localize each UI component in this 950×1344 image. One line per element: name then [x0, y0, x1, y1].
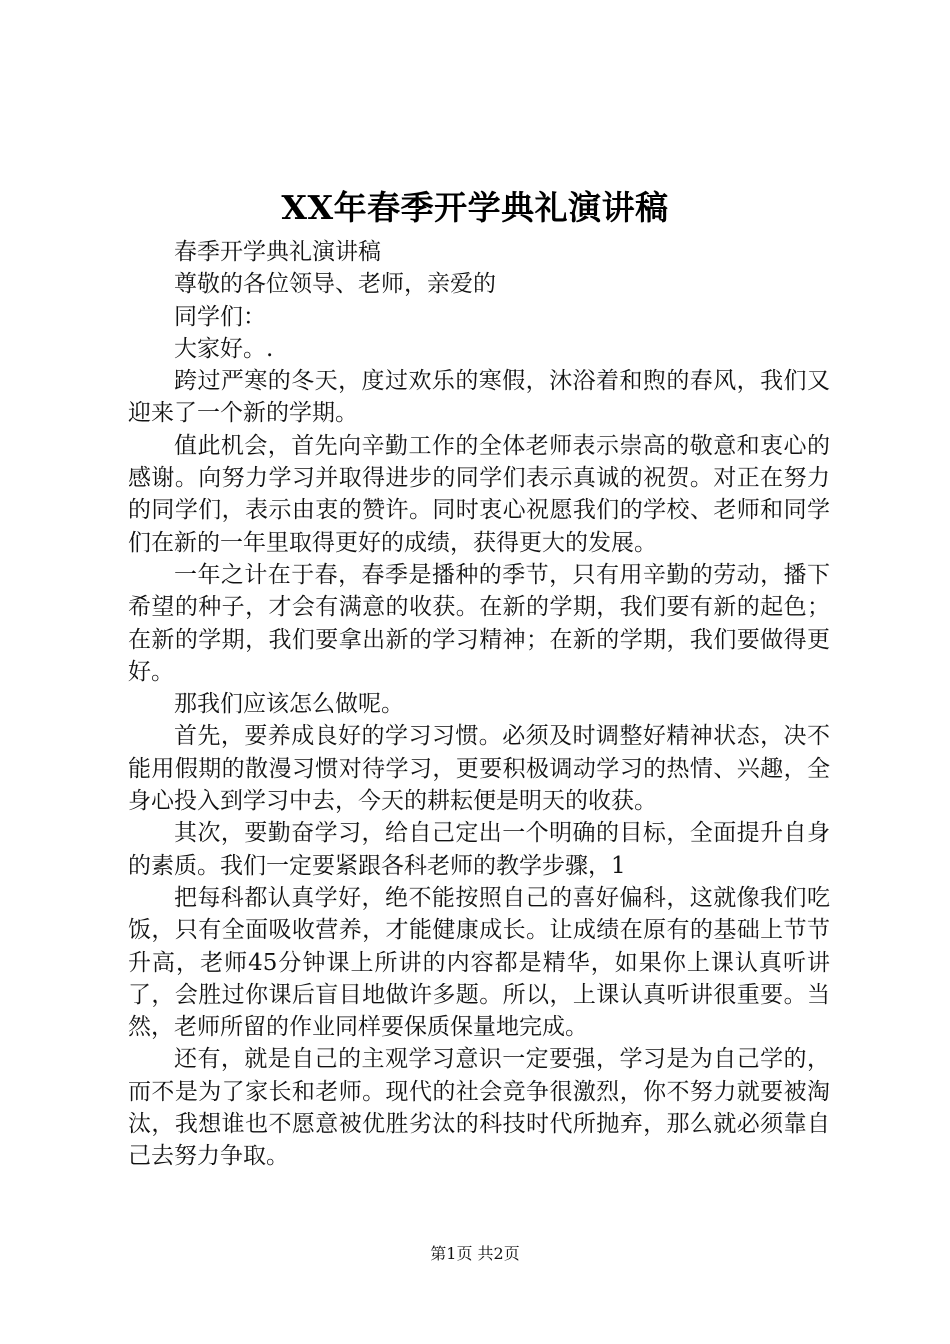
paragraph: 把每科都认真学好，绝不能按照自己的喜好偏科，这就像我们吃饭，只有全面吸收营养，才能健康成长。让成绩在原有的基础上节节升高，老师45分钟课上所讲的内容都是精华，如果你上课认真听讲了，会胜过你课后盲目地做许多题。所以，上课认真听讲很重要。当然，老师所留的作业同样要保质保量地完成。: [128, 884, 830, 1041]
paragraph: 其次，要勤奋学习，给自己定出一个明确的目标，全面提升自身的素质。我们一定要紧跟各科老师的教学步骤，1: [128, 820, 830, 879]
paragraph: 还有，就是自己的主观学习意识一定要强，学习是为自己学的，而不是为了家长和老师。现代的社会竞争很激烈，你不努力就要被淘汰，我想谁也不愿意被优胜劣汰的科技时代所抛弃，那么就必须靠自己去努力争取。: [128, 1046, 830, 1170]
paragraph: 春季开学典礼演讲稿: [174, 239, 381, 265]
page-footer: 第1页 共2页: [430, 1244, 520, 1263]
paragraph: 尊敬的各位领导、老师，亲爱的: [174, 271, 496, 298]
paragraph: 同学们：: [174, 303, 266, 330]
paragraph: 跨过严寒的冬天，度过欢乐的寒假，沐浴着和煦的春风，我们又迎来了一个新的学期。: [128, 368, 830, 427]
document-title: XX年春季开学典礼演讲稿: [281, 188, 669, 227]
paragraph: 值此机会，首先向辛勤工作的全体老师表示崇高的敬意和衷心的感谢。向努力学习并取得进步的同学们表示真诚的祝贺。对正在努力的同学们，表示由衷的赞许。同时衷心祝愿我们的学校、老师和同学们在新的一年里取得更好的成绩，获得更大的发展。: [128, 432, 830, 556]
document-body: [128, 236, 830, 1173]
paragraph: 大家好。.: [174, 335, 274, 362]
paragraph: 首先，要养成良好的学习习惯。必须及时调整好精神状态，决不能用假期的散漫习惯对待学习，更要积极调动学习的热情、兴趣，全身心投入到学习中去，今天的耕耘便是明天的收获。: [128, 723, 830, 815]
paragraph: 一年之计在于春，春季是播种的季节，只有用辛勤的劳动，播下希望的种子，才会有满意的收获。在新的学期，我们要有新的起色；在新的学期，我们要拿出新的学习精神；在新的学期，我们要做得更好。: [128, 561, 830, 685]
paragraph: 那我们应该怎么做呢。: [174, 691, 404, 718]
